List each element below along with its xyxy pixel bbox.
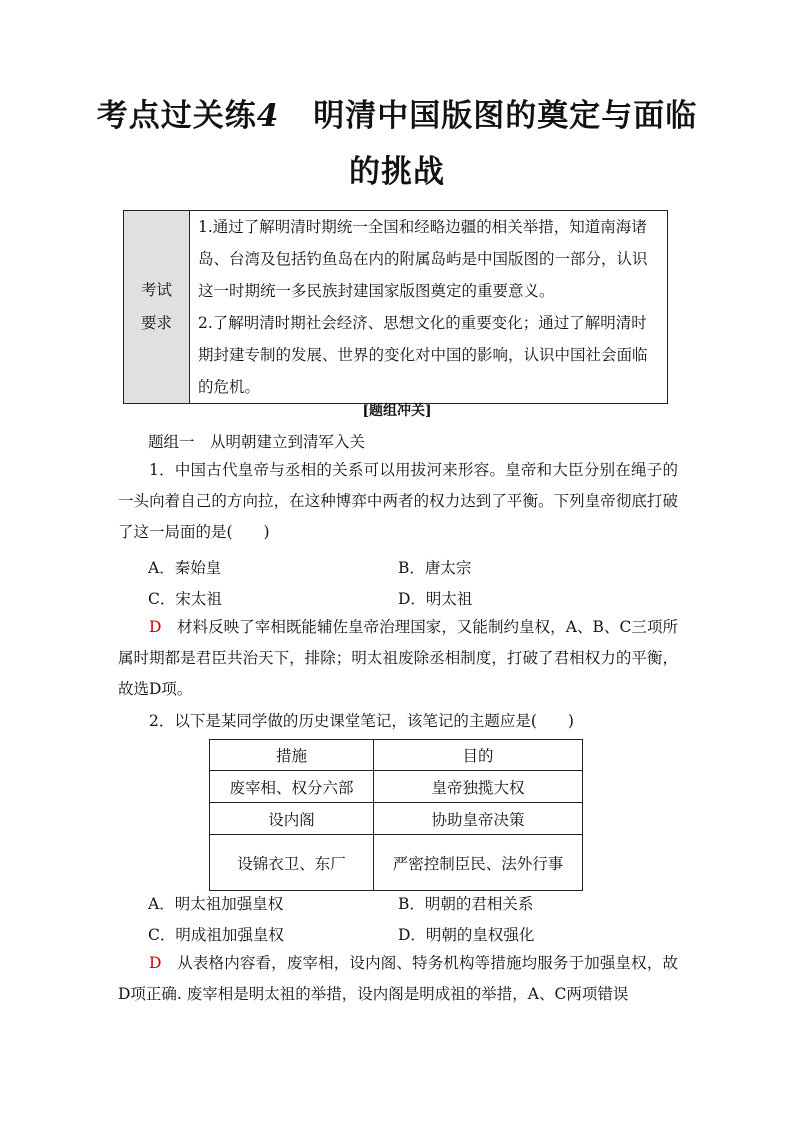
title-prefix: 考点过关练 [96,98,257,134]
page-title [0,96,794,136]
q2-option-b: B．明朝的君相关系 [398,895,534,913]
q2-option-c: C．明成祖加强皇权 [148,926,284,944]
title-main: 明清中国版图的奠定与面临 [313,98,698,134]
requirements-table [123,210,668,404]
requirement-2: 2.了解明清时期社会经济、思想文化的重要变化；通过了解明清时期封建专制的发展、世界的变化对中国的影响，认识中国社会面临的危机。 [198,314,648,396]
q2-explanation: D 从表格内容看，废宰相，设内阁、特务机构等措施均服务于加强皇权，故D项正确. 废宰相是明太祖的举措，设内阁是明成祖的举措，A、C两项错误 [118,954,678,1003]
q1-option-a: A．秦始皇 [148,559,222,577]
table-header-cell: 措施 [210,740,374,771]
table-row: 设内阁 协助皇帝决策 [210,803,583,835]
q1-option-c: C．宋太祖 [148,590,222,608]
group-title: 题组一 从明朝建立到清军入关 [148,433,366,451]
q2-table [209,739,583,891]
requirements-label: 考试 要求 [124,211,190,404]
title-number: 4 [256,98,280,134]
section-header: [题组冲关] [362,403,432,419]
page-title-line2: 的挑战 [349,154,445,190]
table-row: 废宰相、权分六部 皇帝独揽大权 [210,771,583,803]
q1-explanation: D 材料反映了宰相既能辅佐皇帝治理国家，又能制约皇权，A、B、C三项所属时期都是君臣共治天下，排除；明太祖废除丞相制度，打破了君相权力的平衡，故选D项。 [118,618,678,698]
q1-option-d: D．明太祖 [398,590,473,608]
q2-answer: D [149,954,162,972]
q1-answer: D [149,618,162,636]
requirement-1: 1.通过了解明清时期统一全国和经略边疆的相关举措，知道南海诸岛、台湾及包括钓鱼岛在内的附属岛屿是中国版图的一部分，认识这一时期统一多民族封建国家版图奠定的重要意义。 [198,218,648,300]
table-row: 设锦衣卫、东厂 严密控制臣民、法外行事 [210,835,583,891]
q2-option-a: A．明太祖加强皇权 [148,895,284,913]
q1-option-b: B．唐太宗 [398,559,472,577]
requirements-body [190,211,668,404]
table-header-cell: 目的 [374,740,583,771]
q2-option-d: D．明朝的皇权强化 [398,926,535,944]
q1-stem: 1．中国古代皇帝与丞相的关系可以用拔河来形容。皇帝和大臣分别在绳子的一头向着自己的方向拉，在这种博弈中两者的权力达到了平衡。下列皇帝彻底打破了这一局面的是( ) [118,461,678,541]
q2-stem: 2．以下是某同学做的历史课堂笔记，该笔记的主题应是( ) [149,712,574,730]
